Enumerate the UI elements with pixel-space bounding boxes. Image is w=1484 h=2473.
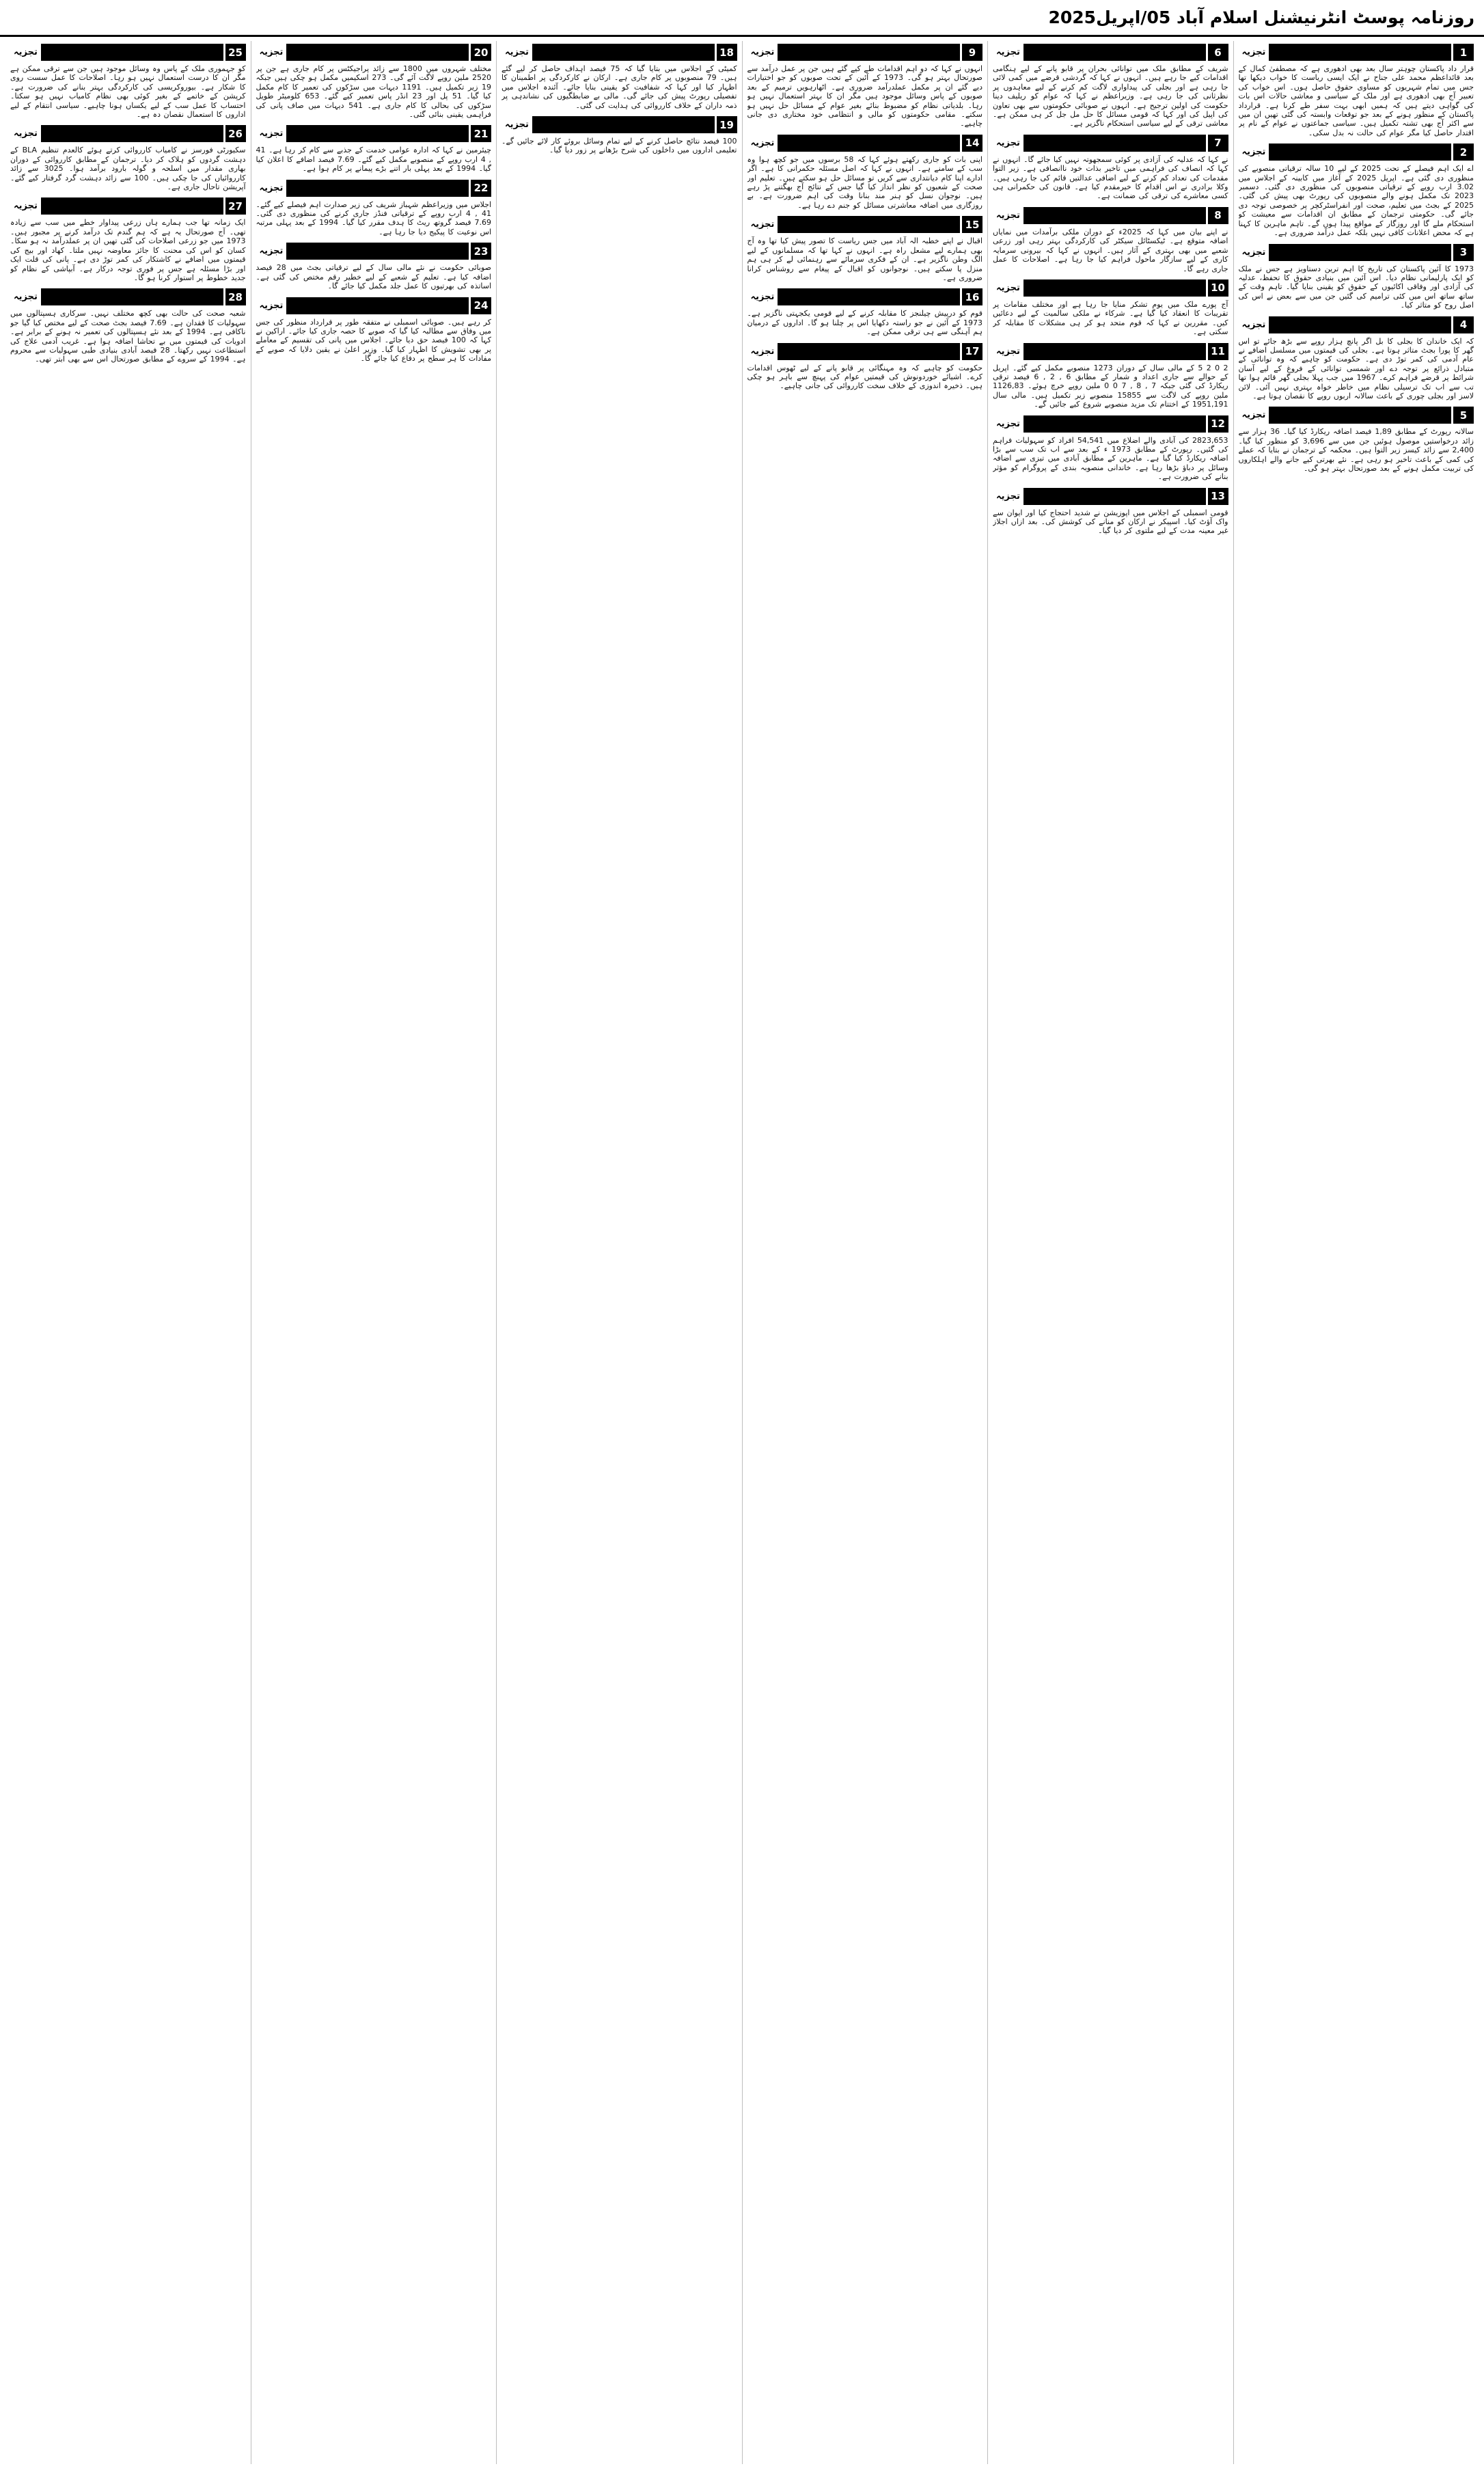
article-body: قرار داد پاکستان چوہتر سال بعد بھی ادھوری ہے کہ مصطفیٰ کمال کے بعد قائداعظم محمد علی جناح نے ایک ایسی ریاست کا خواب دیکھا تھا جس میں تمام شہریوں کو مساوی حقوق حاصل ہوں۔ اس خواب کی تعبیر آج بھی ادھوری ہے اور ملک کے سیاسی و معاشی حالات اس بات کی گواہی دیتے ہیں کہ ہمیں ابھی بہت سفر طے کرنا ہے۔ قرارداد پاکستان کے منظور ہونے کے بعد جو توقعات وابستہ کی گئی تھیں ان میں سے اکثر آج بھی تشنہ تکمیل ہیں۔ سیاسی جماعتوں نے عوام کے نام پر اقتدار حاصل کیا مگر عوام کی حالت نہ بدل سکی۔ — [1238, 64, 1474, 137]
article-7 — [993, 135, 1228, 201]
article-header — [993, 207, 1228, 224]
article-10 — [993, 279, 1228, 337]
article-number: 12 — [1208, 415, 1228, 433]
header-bar — [1269, 244, 1451, 261]
header-bar — [286, 44, 469, 61]
article-header — [10, 125, 246, 142]
article-header — [256, 180, 492, 197]
article-number: 14 — [962, 135, 983, 152]
article-body: قومی اسمبلی کے اجلاس میں اپوزیشن نے شدید احتجاج کیا اور ایوان سے واک آؤٹ کیا۔ اسپیکر نے ارکان کو منانے کی کوشش کی۔ بعد ازاں اجلاز غیر معینہ مدت کے لیے ملتوی کر دیا گیا۔ — [993, 508, 1228, 536]
header-bar — [1023, 343, 1206, 360]
article-body: ایک زمانہ تھا جب ہمارے ہاں زرعی پیداوار خطے میں سب سے زیادہ تھی۔ آج صورتحال یہ ہے کہ ہم گندم تک درآمد کرنے پر مجبور ہیں۔ 1973 میں جو زرعی اصلاحات کی گئی تھیں ان پر عملدرآمد نہ ہو سکا۔ کسان کو اس کی محنت کا جائز معاوضہ نہیں ملتا۔ کھاد اور بیج کی قیمتوں میں اضافے نے کاشتکار کی کمر توڑ دی ہے۔ پانی کی قلت ایک اور بڑا مسئلہ ہے جس پر فوری توجہ درکار ہے۔ آبپاشی کے نظام کو جدید خطوط پر استوار کرنا ہو گا۔ — [10, 218, 246, 282]
article-17 — [747, 343, 983, 391]
article-header — [1239, 316, 1474, 333]
article-label: تجزیہ — [996, 418, 1020, 429]
article-number: 1 — [1453, 44, 1474, 61]
article-number: 5 — [1453, 407, 1474, 424]
column-6 — [5, 41, 251, 2464]
header-bar — [286, 297, 469, 314]
article-body: اقبال نے اپنے خطبہ الہ آباد میں جس ریاست کا تصور پیش کیا تھا وہ آج بھی ہمارے لیے مشعل راہ ہے۔ انہوں نے کہا تھا کہ مسلمانوں کے لیے الگ وطن ناگزیر ہے۔ ان کے فکری سرمائے سے رہنمائی لے کر ہی ہم منزل پا سکتے ہیں۔ نوجوانوں کو اقبال کے پیغام سے روشناس کرانا ضروری ہے۔ — [747, 236, 983, 282]
article-header — [10, 197, 246, 215]
article-body: سکیورٹی فورسز نے کامیاب کارروائی کرتے ہوئے کالعدم تنظیم BLA کے دہشت گردوں کو ہلاک کر دیا۔ ترجمان کے مطابق کارروائی کے دوران بھاری مقدار میں اسلحہ و گولہ بارود برآمد ہوا۔ 3025 سے زائد کارروائیاں کی جا چکی ہیں۔ 100 سے زائد دہشت گرد گرفتار کیے گئے۔ آپریشن تاحال جاری ہے۔ — [10, 146, 246, 192]
header-bar — [1023, 44, 1206, 61]
article-body: کر رہے ہیں۔ صوبائی اسمبلی نے متفقہ طور پر قرارداد منظور کی جس میں وفاق سے مطالبہ کیا گیا کہ صوبے کا حصہ جاری کیا جائے۔ اراکین نے کہا کہ 100 فیصد حق دیا جائے۔ اجلاس میں پانی کی تقسیم کے معاملے پر بھی تشویش کا اظہار کیا گیا۔ وزیر اعلیٰ نے یقین دلایا کہ صوبے کے مفادات کا ہر سطح پر دفاع کیا جائے گا۔ — [256, 317, 491, 364]
article-body: اجلاس میں وزیراعظم شہباز شریف کی زیر صدارت اہم فیصلے کیے گئے۔ 41 , 4 ارب روپے کے ترقیاتی فنڈز جاری کرنے کی منظوری دی گئی۔ 7.69 فیصد گروتھ ریٹ کا ہدف مقرر کیا گیا۔ 1994 کے بعد پہلی مرتبہ اس نوعیت کا پیکیج دیا جا رہا ہے۔ — [256, 200, 491, 236]
article-label: تجزیہ — [750, 346, 775, 357]
article-header — [1239, 244, 1474, 261]
article-body: حکومت کو چاہیے کہ وہ مہنگائی پر قابو پانے کے لیے ٹھوس اقدامات کرے۔ اشیائے خوردونوش کی قیمتیں عوام کی پہنچ سے باہر ہو چکی ہیں۔ ذخیرہ اندوزی کے خلاف سخت کارروائی کی جانی چاہیے۔ — [747, 363, 983, 391]
article-number: 3 — [1453, 244, 1474, 261]
article-number: 9 — [962, 44, 983, 61]
article-number: 20 — [471, 44, 491, 61]
article-6 — [993, 44, 1228, 128]
article-body: مختلف شہروں میں 1800 سے زائد پراجیکٹس پر کام جاری ہے جن پر 2520 ملین روپے لاگت آئے گی۔ 273 اسکیمیں مکمل ہو چکی ہیں جبکہ 19 زیر تکمیل ہیں۔ 1191 دیہات میں سڑکوں کی تعمیر کا کام مکمل کیا گیا۔ 51 پل اور 23 انڈر پاس تعمیر کیے گئے۔ 653 کلومیٹر طویل سڑکوں کی بحالی کا کام جاری ہے۔ 541 دیہات میں صاف پانی کی فراہمی یقینی بنائی گئی۔ — [256, 64, 491, 120]
article-label: تجزیہ — [1241, 410, 1266, 421]
article-11 — [993, 343, 1228, 409]
article-13 — [993, 488, 1228, 536]
header-bar — [1269, 144, 1451, 161]
header-bar — [1023, 488, 1206, 505]
article-body: 2 0 2 5 کے مالی سال کے دوران 1273 منصوبے مکمل کیے گئے۔ اپریل کے حوالے سے جاری اعداد و شمار کے مطابق 6 , 2 , 6 فیصد ترقی ریکارڈ کی گئی جبکہ 7 , 8 , 7 0 0 ملین روپے خرچ ہوئے۔ 1126,83 ملین روپے کی لاگت سے 15855 منصوبے زیر تکمیل ہیں۔ مالی سال 1951,191 کے اختتام تک مزید منصوبے شروع کیے جائیں گے۔ — [993, 363, 1228, 409]
header-bar — [778, 343, 960, 360]
header-bar — [41, 288, 223, 305]
article-number: 16 — [962, 288, 983, 305]
article-2 — [1239, 144, 1474, 237]
column-3 — [742, 41, 988, 2464]
article-body: نے اپنے بیان میں کہا کہ 2025ء کے دوران ملکی برآمدات میں نمایاں اضافہ متوقع ہے۔ ٹیکسٹائل سیکٹر کی کارکردگی بہتر رہی اور زرعی شعبے میں بھی بہتری کے آثار ہیں۔ انہوں نے کہا کہ بیرونی سرمایہ کاری کے لیے سازگار ماحول فراہم کیا جا رہا ہے۔ اصلاحات کا عمل جاری رہے گا۔ — [993, 227, 1228, 273]
header-bar — [778, 288, 960, 305]
article-number: 17 — [962, 343, 983, 360]
article-header — [256, 44, 492, 61]
article-label: تجزیہ — [996, 346, 1020, 357]
article-label: تجزیہ — [750, 47, 775, 57]
article-header — [10, 44, 246, 61]
article-22 — [256, 180, 492, 237]
article-header — [747, 135, 983, 152]
article-23 — [256, 243, 492, 290]
article-label: تجزیہ — [14, 292, 38, 303]
article-14 — [747, 135, 983, 210]
masthead — [0, 0, 1484, 37]
article-number: 19 — [717, 116, 737, 133]
article-label: تجزیہ — [996, 210, 1020, 221]
article-header — [256, 125, 492, 142]
article-number: 13 — [1208, 488, 1228, 505]
header-bar — [1023, 279, 1206, 297]
header-bar — [286, 125, 469, 142]
article-3 — [1239, 244, 1474, 310]
column-1 — [1233, 41, 1479, 2464]
header-bar — [1269, 44, 1451, 61]
article-number: 11 — [1208, 343, 1228, 360]
article-body: شعبہ صحت کی حالت بھی کچھ مختلف نہیں۔ سرکاری ہسپتالوں میں سہولیات کا فقدان ہے۔ 7.69 فیصد بجٹ صحت کے لیے مختص کیا گیا جو ناکافی ہے۔ 1994 کے بعد نئے ہسپتالوں کی تعمیر نہ ہونے کے برابر ہے۔ ادویات کی قیمتوں میں بے تحاشا اضافہ ہوا ہے۔ غریب آدمی علاج کی استطاعت نہیں رکھتا۔ 28 فیصد آبادی بنیادی طبی سہولیات سے محروم ہے۔ 1994 کے سروے کے مطابق صورتحال اس سے بھی ابتر تھی۔ — [10, 309, 246, 364]
article-header — [10, 288, 246, 305]
header-bar — [532, 44, 715, 61]
article-body: انہوں نے کہا کہ دو اہم اقدامات طے کیے گئے ہیں جن پر عمل درآمد سے صورتحال بہتر ہو گی۔ 1973 کے آئین کے تحت صوبوں کو جو اختیارات دیے گئے ان پر مکمل عملدرآمد ضروری ہے۔ اٹھارہویں ترمیم کے بعد صوبوں کے پاس وسائل موجود ہیں مگر ان کا بہتر استعمال نہیں ہو رہا۔ بلدیاتی نظام کو مضبوط بنائے بغیر عوام کے مسائل حل نہیں ہو سکتے۔ مقامی حکومتوں کو مالی و انتظامی خود مختاری دی جانی چاہیے۔ — [747, 64, 983, 128]
article-8 — [993, 207, 1228, 273]
header-bar — [1269, 316, 1451, 333]
header-bar — [1023, 135, 1206, 152]
article-19 — [501, 116, 737, 155]
article-header — [256, 243, 492, 260]
article-number: 28 — [225, 288, 246, 305]
article-label: تجزیہ — [1241, 319, 1266, 330]
header-bar — [778, 135, 960, 152]
article-20 — [256, 44, 492, 119]
article-label: تجزیہ — [505, 47, 529, 57]
article-label: تجزیہ — [14, 47, 38, 57]
article-label: تجزیہ — [14, 128, 38, 139]
article-label: تجزیہ — [996, 282, 1020, 293]
article-18 — [501, 44, 737, 110]
article-number: 7 — [1208, 135, 1228, 152]
article-label: تجزیہ — [14, 201, 38, 212]
article-26 — [10, 125, 246, 191]
article-number: 22 — [471, 180, 491, 197]
header-bar — [1023, 207, 1206, 224]
header-bar — [778, 44, 960, 61]
article-5 — [1239, 407, 1474, 473]
header-bar — [41, 44, 223, 61]
article-header — [993, 44, 1228, 61]
article-header — [747, 288, 983, 305]
header-bar — [286, 243, 469, 260]
article-label: تجزیہ — [1241, 147, 1266, 158]
article-4 — [1239, 316, 1474, 401]
header-bar — [1023, 415, 1206, 433]
article-number: 23 — [471, 243, 491, 260]
article-body: 100 فیصد نتائج حاصل کرنے کے لیے تمام وسائل بروئے کار لائے جائیں گے۔ تعلیمی اداروں میں داخلوں کی شرح بڑھانے پر زور دیا گیا۔ — [501, 137, 737, 155]
article-header — [993, 488, 1228, 505]
article-label: تجزیہ — [259, 182, 284, 193]
article-number: 2 — [1453, 144, 1474, 161]
column-4 — [496, 41, 742, 2464]
article-body: نے کہا کہ عدلیہ کی آزادی پر کوئی سمجھوتہ نہیں کیا جائے گا۔ انہوں نے کہا کہ انصاف کی فراہمی میں تاخیر بذات خود ناانصافی ہے۔ زیر التوا مقدمات کی تعداد کم کرنے کے لیے اضافی عدالتیں قائم کی جا رہی ہیں۔ وکلا برادری نے اس اقدام کا خیرمقدم کیا ہے۔ قانون کی حکمرانی ہی کسی معاشرے کی ترقی کی ضمانت ہے۔ — [993, 154, 1228, 201]
article-label: تجزیہ — [259, 128, 284, 139]
article-header — [1239, 407, 1474, 424]
article-label: تجزیہ — [750, 292, 775, 303]
article-16 — [747, 288, 983, 336]
article-label: تجزیہ — [259, 246, 284, 257]
article-header — [1239, 144, 1474, 161]
article-number: 27 — [225, 197, 246, 215]
article-body: کو جہموری ملک کے پاس وہ وسائل موجود ہیں جن سے ترقی ممکن ہے مگر ان کا درست استعمال نہیں ہو رہا۔ اصلاحات کا عمل سست روی کا شکار ہے۔ بیوروکریسی کی کارکردگی بہتر بنانے کی ضرورت ہے۔ کرپشن کے خاتمے کے بغیر کوئی بھی نظام کامیاب نہیں ہو سکتا۔ احتساب کا عمل سب کے لیے یکساں ہونا چاہیے۔ سیاسی انتقام کے لیے اداروں کا استعمال نقصان دہ ہے۔ — [10, 64, 246, 120]
article-header — [256, 297, 492, 314]
header-bar — [41, 125, 223, 142]
article-number: 24 — [471, 297, 491, 314]
article-number: 6 — [1208, 44, 1228, 61]
article-number: 15 — [962, 216, 983, 233]
article-number: 8 — [1208, 207, 1228, 224]
article-body: کہ ایک خاندان کا بجلی کا بل اگر پانچ ہزار روپے سے بڑھ جائے تو اس گھر کا پورا بجٹ متاثر ہوتا ہے۔ بجلی کی قیمتوں میں مسلسل اضافے نے عام آدمی کی کمر توڑ دی ہے۔ حکومت کو چاہیے کہ وہ توانائی کے متبادل ذرائع پر توجہ دے اور شمسی توانائی کے فروغ کے لیے آسان شرائط پر قرضے فراہم کرے۔ 1967 میں جب پہلا بجلی گھر قائم ہوا تھا تب سے اب تک ترسیلی نظام میں خاطر خواہ بہتری نہیں آئی۔ لائن لاسز اور بجلی چوری کے باعث سالانہ اربوں روپے کا نقصان ہوتا ہے۔ — [1238, 336, 1474, 400]
article-header — [993, 135, 1228, 152]
column-container — [0, 37, 1484, 2470]
article-label: تجزیہ — [750, 219, 775, 230]
article-number: 26 — [225, 125, 246, 142]
article-body: چیئرمین نے کہا کہ ادارہ عوامی خدمت کے جذبے سے کام کر رہا ہے۔ 41 , 4 ارب روپے کے منصوبے مکمل کیے گئے۔ 7.69 فیصد اضافے کا اعلان کیا گیا۔ 1994 کے بعد پہلی بار اتنے بڑے پیمانے پر کام ہوا ہے۔ — [256, 146, 491, 174]
article-label: تجزیہ — [1241, 247, 1266, 258]
article-label: تجزیہ — [996, 491, 1020, 502]
article-27 — [10, 197, 246, 282]
header-bar — [41, 197, 223, 215]
article-body: سالانہ رپورٹ کے مطابق 1,89 فیصد اضافہ ریکارڈ کیا گیا۔ 36 ہزار سے زائد درخواستیں موصول ہوئیں جن میں سے 3,696 کو منظور کیا گیا۔ 2,400 سے زائد کیسز زیر التوا ہیں۔ محکمہ کے ترجمان نے بتایا کہ عملے کی کمی کے باعث تاخیر ہو رہی ہے۔ نئے بھرتی کیے جانے والے اہلکاروں کی تربیت مکمل ہونے کے بعد صورتحال بہتر ہو گی۔ — [1238, 427, 1474, 473]
article-header — [501, 44, 737, 61]
article-body: آج پورے ملک میں یوم تشکر منایا جا رہا ہے اور مختلف مقامات پر تقریبات کا انعقاد کیا گیا ہے۔ شرکاء نے ملکی سالمیت کے لیے دعائیں کیں۔ مقررین نے کہا کہ قوم متحد ہو کر ہی مشکلات کا مقابلہ کر سکتی ہے۔ — [993, 299, 1228, 337]
header-bar — [532, 116, 715, 133]
article-label: تجزیہ — [1241, 47, 1266, 57]
header-bar — [1269, 407, 1451, 424]
article-number: 25 — [225, 44, 246, 61]
article-header — [1239, 44, 1474, 61]
article-body: شریف کے مطابق ملک میں توانائی بحران پر قابو پانے کے لیے ہنگامی اقدامات کیے جا رہے ہیں۔ انہوں نے کہا کہ گردشی قرضے میں کمی لائی جا رہی ہے اور بجلی کی پیداواری لاگت کم کرنے کے لیے معاہدوں پر نظرثانی کی جا رہی ہے۔ وزیراعظم نے کہا کہ عوام کو ریلیف دینا حکومت کی اولین ترجیح ہے۔ انہوں نے صوبائی حکومتوں سے بھی تعاون کی اپیل کی اور کہا کہ قومی مسائل کا حل مل جل کر ہی ممکن ہے۔ معاشی ترقی کے لیے سیاسی استحکام ناگزیر ہے۔ — [993, 64, 1228, 128]
column-2 — [987, 41, 1233, 2464]
article-number: 10 — [1208, 279, 1228, 297]
article-number: 21 — [471, 125, 491, 142]
article-body: اے ایک اہم فیصلے کے تحت 2025 کے لیے 10 سالہ ترقیاتی منصوبے کی منظوری دی گئی ہے۔ اپریل 2025 کے آغاز میں کابینہ کے اجلاس میں 3.02 ارب روپے کے ترقیاتی منصوبوں کی منظوری دی گئی۔ دسمبر 2023 تک مکمل ہونے والے منصوبوں کی رپورٹ بھی پیش کی گئی۔ 2025 کے بجٹ میں تعلیم، صحت اور انفراسٹرکچر پر خصوصی توجہ دی جائے گی۔ حکومتی ترجمان کے مطابق ان اقدامات سے معیشت کو استحکام ملے گا اور روزگار کے مواقع پیدا ہوں گے۔ تاہم ماہرین کا کہنا ہے کہ محض اعلانات کافی نہیں بلکہ عمل درآمد ضروری ہے۔ — [1238, 164, 1474, 238]
article-header — [747, 343, 983, 360]
article-header — [747, 44, 983, 61]
article-header — [993, 343, 1228, 360]
article-label: تجزیہ — [259, 300, 284, 311]
article-12 — [993, 415, 1228, 482]
article-number: 4 — [1453, 316, 1474, 333]
article-28 — [10, 288, 246, 364]
article-body: 2823,653 کی آبادی والے اضلاع میں 54,541 افراد کو سہولیات فراہم کی گئیں۔ رپورٹ کے مطابق 1973 ء کے بعد سے اب تک سب سے بڑا اضافہ ریکارڈ کیا گیا ہے۔ ماہرین کے مطابق آبادی میں تیزی سے اضافہ وسائل پر دباؤ بڑھا رہا ہے۔ خاندانی منصوبہ بندی کے پروگرام کو مؤثر بنانے کی ضرورت ہے۔ — [993, 435, 1228, 482]
article-24 — [256, 297, 492, 364]
article-label: تجزیہ — [750, 137, 775, 148]
article-header — [993, 415, 1228, 433]
article-1 — [1239, 44, 1474, 137]
masthead-title: روزنامہ پوسٹ انٹرنیشنل اسلام آباد 05/اپریل2025 — [1048, 8, 1474, 27]
article-label: تجزیہ — [259, 47, 284, 57]
article-number: 18 — [717, 44, 737, 61]
header-bar — [778, 216, 960, 233]
article-label: تجزیہ — [996, 47, 1020, 57]
article-header — [501, 116, 737, 133]
header-bar — [286, 180, 469, 197]
article-body: صوبائی حکومت نے نئے مالی سال کے لیے ترقیاتی بجٹ میں 28 فیصد اضافہ کیا ہے۔ تعلیم کے شعبے کے لیے خطیر رقم مختص کی گئی ہے۔ اساتذہ کی بھرتیوں کا عمل جلد مکمل کیا جائے گا۔ — [256, 263, 491, 291]
article-15 — [747, 216, 983, 282]
article-body: کمیٹی کے اجلاس میں بتایا گیا کہ 75 فیصد اہداف حاصل کر لیے گئے ہیں۔ 79 منصوبوں پر کام جاری ہے۔ ارکان نے کارکردگی پر اطمینان کا اظہار کیا اور کہا کہ شفافیت کو یقینی بنایا جائے۔ آئندہ اجلاس میں تفصیلی رپورٹ پیش کی جائے گی۔ مالی بے ضابطگیوں کی نشاندہی پر ذمہ داران کے خلاف کارروائی کی ہدایت کی گئی۔ — [501, 64, 737, 110]
article-body: قوم کو درپیش چیلنجز کا مقابلہ کرنے کے لیے قومی یکجہتی ناگزیر ہے۔ 1973 کے آئین نے جو راستہ دکھایا اس پر چلنا ہو گا۔ اداروں کے درمیان ہم آہنگی سے ہی ترقی ممکن ہے۔ — [747, 309, 983, 337]
article-header — [993, 279, 1228, 297]
article-21 — [256, 125, 492, 173]
article-label: تجزیہ — [505, 120, 529, 131]
column-5 — [251, 41, 497, 2464]
article-25 — [10, 44, 246, 119]
article-body: 1973 کا آئین پاکستان کی تاریخ کا اہم ترین دستاویز ہے جس نے ملک کو ایک پارلیمانی نظام دیا۔ اس آئین میں بنیادی حقوق کا تحفظ، عدلیہ کی آزادی اور وفاقی اکائیوں کے حقوق کو یقینی بنایا گیا۔ تاہم وقت کے ساتھ ساتھ اس میں کئی ترامیم کی گئیں جن میں سے بعض نے اس کی اصل روح کو متاثر کیا۔ — [1238, 264, 1474, 310]
article-body: اپنی بات کو جاری رکھتے ہوئے کہا کہ 58 برسوں میں جو کچھ ہوا وہ سب کے سامنے ہے۔ انہوں نے کہا کہ اصل مسئلہ حکمرانی کا ہے۔ اگر ادارے اپنا کام دیانتداری سے کریں تو مسائل حل ہو سکتے ہیں۔ تعلیم اور صحت کے شعبوں کو نظر انداز کیا گیا جس کے نتائج آج بھگتنے پڑ رہے ہیں۔ نوجوان نسل کو ہنر مند بنانا وقت کی اہم ضرورت ہے۔ بے روزگاری میں اضافہ معاشرتی مسائل کو جنم دے رہا ہے۔ — [747, 154, 983, 210]
article-label: تجزیہ — [996, 137, 1020, 148]
article-header — [747, 216, 983, 233]
article-9 — [747, 44, 983, 128]
